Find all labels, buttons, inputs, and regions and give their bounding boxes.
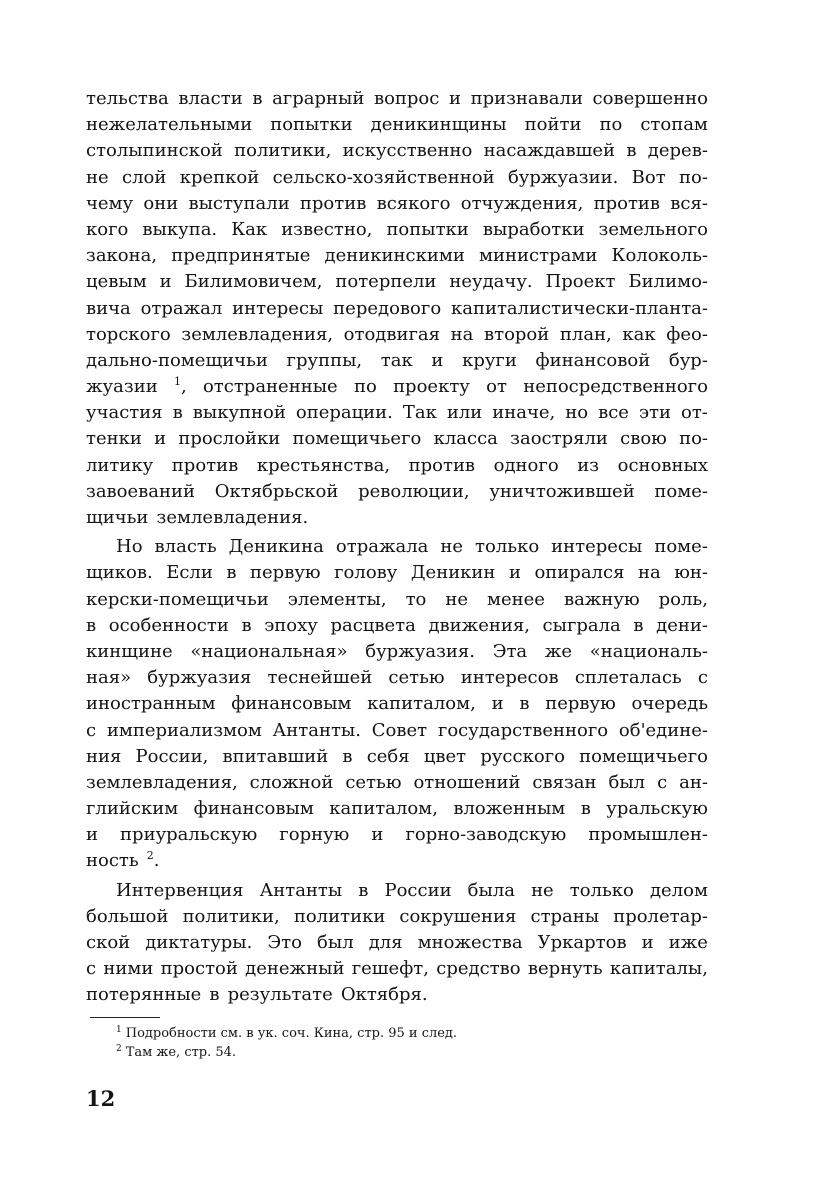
text-line: ния России, впитавший в себя цвет русского помещичьего	[86, 745, 708, 767]
page-number: 12	[86, 1086, 116, 1111]
footnote	[116, 1043, 457, 1062]
text-line: керски-помещичьи элементы, то не менее важную роль,	[86, 588, 708, 610]
text-line: щиков. Если в первую голову Деникин и опирался на юн-	[86, 562, 708, 584]
text-line: тенки и прослойки помещичьего класса заостряли свою по-	[86, 428, 708, 450]
text-line: иностранным финансовым капиталом, и в первую очередь	[86, 693, 708, 715]
text-line: дально-помещичьи группы, так и круги финансовой бур-	[86, 349, 708, 371]
text-line: ность $^2$.	[86, 849, 160, 872]
footnote-mark: 1	[116, 1025, 122, 1035]
text-line: закона, предпринятые деникинскими министрами Колоколь-	[86, 245, 708, 267]
footnote-text: Подробности см. в ук. соч. Кина, стр. 95 и след.	[125, 1026, 458, 1041]
text-line: столыпинской политики, искусственно насаждавшей в дерев-	[86, 140, 708, 162]
text-line: вича отражал интересы передового капиталистически-планта-	[86, 297, 708, 319]
text-line: не слой крепкой сельско-хозяйственной буржуазии. Вот по-	[86, 166, 708, 188]
text-line: землевладения, сложной сетью отношений связан был с ан-	[86, 771, 708, 793]
paragraph	[86, 878, 708, 1009]
text-line: потерянные в результате Октября.	[86, 984, 428, 1006]
text-line: чему они выступали против всякого отчуждения, против вся-	[86, 192, 708, 214]
text-line: с ними простой денежный гешефт, средство вернуть капиталы,	[86, 958, 708, 980]
text-line: ная» буржуазия теснейшей сетью интересов сплеталась с	[86, 667, 708, 689]
text-line: нежелательными попытки деникинщины пойти по стопам	[86, 114, 708, 136]
text-line: цевым и Билимовичем, потерпели неудачу. Проект Билимо-	[86, 271, 708, 293]
footnote-mark: 2	[116, 1044, 122, 1054]
text-line: завоеваний Октябрьской революции, уничтожившей поме-	[86, 480, 708, 502]
text-line: щичьи землевладения.	[86, 507, 309, 528]
text-line: жуазии $^1$, отстраненные по проекту от непосредственного	[86, 375, 708, 398]
text-line: глийским финансовым капиталом, вложенным в уральскую	[86, 798, 708, 820]
text-line: с империализмом Антанты. Совет государственного об'едине-	[86, 719, 708, 741]
body-text	[86, 86, 708, 1009]
text-line: торского землевладения, отодвигая на второй план, как фео-	[86, 323, 708, 345]
text-line: кинщине «национальная» буржуазия. Эта же «националь-	[86, 640, 708, 662]
text-line: в особенности в эпоху расцвета движения, сыграла в дени-	[86, 614, 708, 636]
text-line: кого выкупа. Как известно, попытки выработки земельного	[86, 218, 708, 240]
footnote-text: Там же, стр. 54.	[125, 1045, 237, 1060]
paragraph	[86, 534, 708, 874]
text-line: участия в выкупной операции. Так или иначе, но все эти от-	[86, 402, 708, 424]
footnote-divider	[90, 1017, 160, 1018]
text-line: ской диктатуры. Это был для множества Уркартов и иже	[86, 932, 708, 953]
text-line: и приуральскую горную и горно-заводскую промышлен-	[86, 824, 708, 846]
text-line: Но власть Деникина отражала не только интересы поме-	[116, 536, 708, 558]
text-line: литику против крестьянства, против одного из основных	[86, 454, 708, 476]
text-line: Интервенция Антанты в России была не только делом	[116, 879, 708, 901]
footnotes	[116, 1024, 457, 1062]
footnote	[116, 1024, 457, 1043]
text-line: большой политики, политики сокрушения страны пролетар-	[86, 905, 708, 927]
paragraph	[86, 86, 708, 531]
text-line: тельства власти в аграрный вопрос и признавали совершенно	[86, 88, 708, 109]
